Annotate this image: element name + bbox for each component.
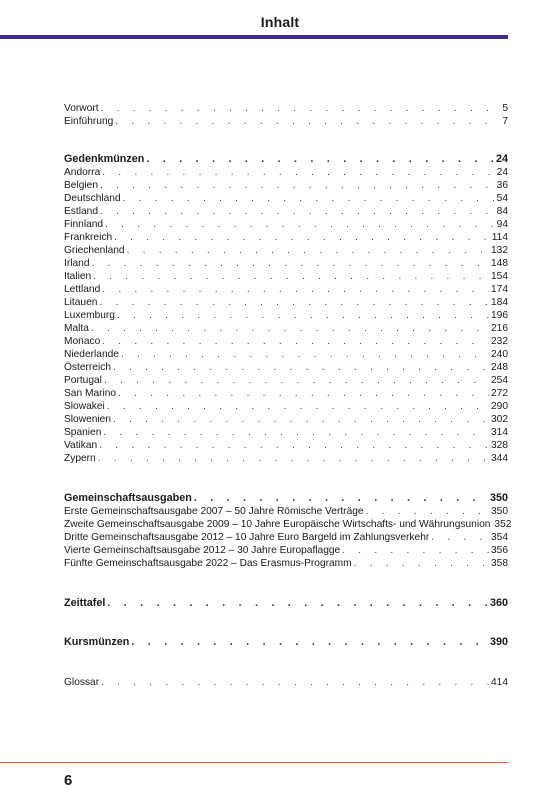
toc-entry-label: Portugal [64, 375, 102, 386]
toc-entry-label: Andorra [64, 167, 101, 178]
toc-entry-page: 328 [491, 440, 508, 451]
leader-dots [146, 153, 494, 166]
toc-kursmuenzen-section [64, 636, 508, 649]
toc-entry-page: 240 [491, 349, 508, 360]
leader-dots [100, 179, 495, 192]
leader-dots [103, 426, 489, 439]
leader-dots [99, 439, 489, 452]
toc-entry[interactable] [64, 218, 508, 231]
country-list [64, 166, 508, 465]
toc-entry-label: Erste Gemeinschaftsausgabe 2007 – 50 Jahre Römische Verträge [64, 506, 364, 517]
leader-dots [101, 102, 501, 115]
toc-entry-label: Frankreich [64, 232, 113, 243]
toc-entry[interactable] [64, 361, 508, 374]
leader-dots [102, 166, 494, 179]
toc-entry-einfuehrung[interactable] [64, 115, 508, 128]
leader-dots [123, 192, 495, 205]
toc-entry-vorwort[interactable] [64, 102, 508, 115]
toc-entry-label: Estland [64, 206, 98, 217]
toc-entry-label: Dritte Gemeinschaftsausgabe 2012 – 10 Jahre Euro Bargeld im Zahlungsverkehr [64, 532, 430, 543]
toc-heading-gedenkmuenzen[interactable] [64, 153, 508, 166]
toc-heading-label: Kursmünzen [64, 636, 130, 648]
toc-entry-page: 54 [496, 193, 508, 204]
toc-heading-label: Gemeinschaftsausgaben [64, 492, 192, 504]
leader-dots [91, 322, 489, 335]
leader-dots [100, 205, 495, 218]
toc-entry[interactable] [64, 439, 508, 452]
toc-entry-label: Glossar [64, 677, 100, 688]
leader-dots [101, 676, 489, 689]
toc-gemeinschaftsausgaben-section [64, 492, 512, 570]
toc-entry[interactable] [64, 296, 508, 309]
toc-heading-gemeinschaftsausgaben[interactable] [64, 492, 508, 505]
toc-entry[interactable] [64, 413, 508, 426]
leader-dots [115, 115, 500, 128]
toc-entry-label: Fünfte Gemeinschaftsausgabe 2022 – Das Erasmus-Programm [64, 558, 352, 569]
toc-entry[interactable] [64, 322, 508, 335]
toc-entry-page: 350 [491, 506, 508, 517]
leader-dots [131, 636, 488, 649]
leader-dots [354, 557, 489, 570]
toc-entry-page: 154 [491, 271, 508, 282]
leader-dots [431, 531, 489, 544]
leader-dots [118, 387, 489, 400]
toc-entry-page: 356 [491, 545, 508, 556]
toc-entry[interactable] [64, 257, 508, 270]
footer-rule [0, 762, 508, 763]
toc-entry[interactable] [64, 192, 508, 205]
page-number: 6 [64, 772, 73, 789]
toc-entry-label: Griechenland [64, 245, 125, 256]
toc-glossar-section [64, 676, 508, 689]
leader-dots [107, 597, 488, 610]
toc-entry-label: Lettland [64, 284, 101, 295]
toc-heading-page: 350 [489, 492, 508, 504]
toc-heading-label: Zeittafel [64, 597, 106, 609]
toc-entry[interactable] [64, 166, 508, 179]
toc-entry-page: 148 [491, 258, 508, 269]
toc-entry[interactable] [64, 452, 508, 465]
toc-heading-page: 390 [489, 636, 508, 648]
toc-entry-page: 114 [491, 232, 508, 243]
toc-entry-page: 352 [494, 519, 512, 530]
toc-entry-label: San Marino [64, 388, 117, 399]
leader-dots [99, 296, 489, 309]
toc-entry-label: Zypern [64, 453, 96, 464]
toc-entry-label: Spanien [64, 427, 102, 438]
toc-heading-page: 360 [489, 597, 508, 609]
leader-dots [342, 544, 489, 557]
leader-dots [127, 244, 489, 257]
toc-entry-page: 248 [491, 362, 508, 373]
title-rule [0, 35, 508, 39]
toc-entry-label: Zweite Gemeinschaftsausgabe 2009 – 10 Jahre Europäische Wirtschafts- und Währungsunion [64, 519, 491, 530]
leader-dots [91, 257, 489, 270]
toc-entry-page: 7 [502, 116, 508, 127]
toc-entry-page: 84 [496, 206, 508, 217]
toc-entry-label: Monaco [64, 336, 101, 347]
toc-entry-label: Finnland [64, 219, 104, 230]
toc-entry-page: 24 [496, 167, 508, 178]
leader-dots [107, 400, 489, 413]
toc-entry-label: Irland [64, 258, 90, 269]
leader-dots [98, 452, 489, 465]
toc-entry[interactable] [64, 244, 508, 257]
leader-dots [93, 270, 489, 283]
leader-dots [102, 283, 489, 296]
toc-entry-page: 36 [496, 180, 508, 191]
leader-dots [366, 505, 489, 518]
toc-entry-page: 344 [491, 453, 508, 464]
toc-entry[interactable] [64, 505, 508, 518]
toc-entry-page: 254 [491, 375, 508, 386]
leader-dots [121, 348, 489, 361]
toc-entry-page: 290 [491, 401, 508, 412]
toc-entry-label: Belgien [64, 180, 98, 191]
toc-entry[interactable] [64, 348, 508, 361]
toc-entry-page: 132 [491, 245, 508, 256]
toc-entry-label: Vatikan [64, 440, 98, 451]
toc-heading-kursmuenzen[interactable] [64, 636, 508, 649]
toc-entry-label: Deutschland [64, 193, 121, 204]
toc-entry[interactable] [64, 374, 508, 387]
toc-entry-page: 232 [491, 336, 508, 347]
toc-entry[interactable] [64, 283, 508, 296]
toc-entry[interactable] [64, 531, 508, 544]
toc-entry-page: 302 [491, 414, 508, 425]
leader-dots [114, 231, 490, 244]
leader-dots [102, 335, 489, 348]
toc-entry-label: Vierte Gemeinschaftsausgabe 2012 – 30 Jahre Europaflagge [64, 545, 341, 556]
toc-entry[interactable] [64, 518, 512, 531]
leader-dots [105, 218, 495, 231]
toc-heading-label: Gedenkmünzen [64, 153, 145, 165]
toc-entry[interactable] [64, 231, 508, 244]
toc-entry[interactable] [64, 335, 508, 348]
toc-entry-label: Litauen [64, 297, 98, 308]
toc-zeittafel-section [64, 597, 508, 610]
leader-dots [117, 309, 489, 322]
toc-entry[interactable] [64, 205, 508, 218]
toc-entry-page: 94 [496, 219, 508, 230]
leader-dots [113, 361, 489, 374]
toc-entry-page: 5 [502, 103, 508, 114]
toc-entry-page: 184 [491, 297, 508, 308]
toc-entry-label: Slowakei [64, 401, 105, 412]
toc-intro-section [64, 102, 508, 128]
leader-dots [113, 413, 489, 426]
toc-entry[interactable] [64, 387, 508, 400]
common-issue-list [64, 505, 512, 570]
toc-entry-label: Vorwort [64, 103, 99, 114]
toc-entry-page: 174 [491, 284, 508, 295]
toc-entry-label: Österreich [64, 362, 111, 373]
toc-entry-label: Italien [64, 271, 92, 282]
toc-entry-page: 196 [491, 310, 508, 321]
toc-heading-zeittafel[interactable] [64, 597, 508, 610]
toc-entry[interactable] [64, 179, 508, 192]
toc-entry[interactable] [64, 426, 508, 439]
toc-entry[interactable] [64, 557, 508, 570]
toc-entry-page: 358 [491, 558, 508, 569]
toc-entry-page: 354 [491, 532, 508, 543]
toc-entry[interactable] [64, 400, 508, 413]
toc-entry-label: Slowenien [64, 414, 112, 425]
toc-entry-page: 314 [491, 427, 508, 438]
toc-entry-label: Einführung [64, 116, 114, 127]
toc-entry-label: Malta [64, 323, 89, 334]
toc-entry[interactable] [64, 270, 508, 283]
toc-entry-page: 414 [491, 677, 508, 688]
toc-entry-label: Niederlande [64, 349, 119, 360]
toc-entry-label: Luxemburg [64, 310, 115, 321]
toc-gedenkmuenzen-section [64, 153, 508, 465]
toc-entry-page: 216 [491, 323, 508, 334]
toc-entry-glossar[interactable] [64, 676, 508, 689]
toc-entry[interactable] [64, 544, 508, 557]
toc-entry[interactable] [64, 309, 508, 322]
page-title: Inhalt [260, 14, 300, 30]
toc-heading-page: 24 [495, 153, 508, 165]
leader-dots [194, 492, 488, 505]
toc-entry-page: 272 [491, 388, 508, 399]
leader-dots [104, 374, 489, 387]
